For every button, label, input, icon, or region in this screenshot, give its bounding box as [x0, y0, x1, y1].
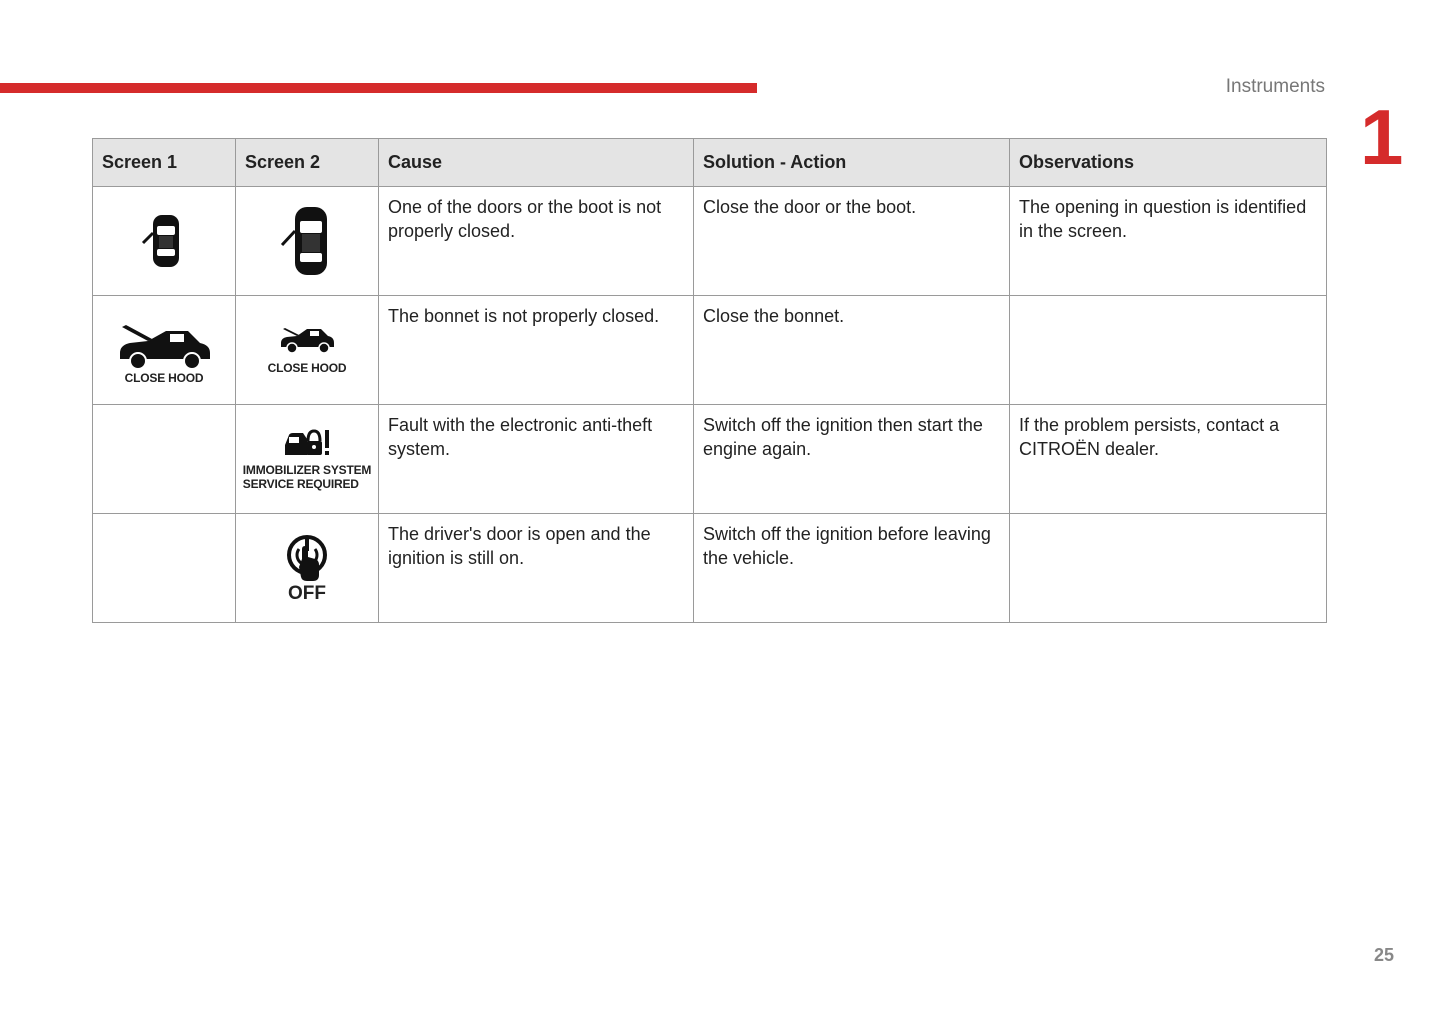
column-header-screen1: Screen 1: [93, 139, 236, 187]
screen2-cell: [236, 296, 379, 405]
screen1-caption: CLOSE HOOD: [124, 371, 204, 385]
column-header-observations: Observations: [1010, 139, 1327, 187]
bonnet-open-car-icon: [279, 325, 335, 355]
door-open-car-top-icon: [279, 203, 335, 279]
door-open-car-top-icon: [141, 211, 187, 271]
screen2-cell: [236, 514, 379, 623]
cause-cell: The driver's door is open and the ignition is still on.: [379, 514, 694, 623]
table-row: [93, 296, 1327, 405]
ignition-off-button-icon: [285, 533, 329, 585]
screen2-caption-line1: IMMOBILIZER SYSTEM: [242, 463, 372, 477]
column-header-solution: Solution - Action: [694, 139, 1010, 187]
screen2-cell: [236, 405, 379, 514]
header-accent-bar: [0, 83, 757, 93]
screen1-cell: [93, 405, 236, 514]
observations-cell: [1010, 514, 1327, 623]
screen2-cell: [236, 187, 379, 296]
column-header-screen2: Screen 2: [236, 139, 379, 187]
warning-messages-table: [92, 138, 1327, 623]
cause-cell: Fault with the electronic anti-theft system.: [379, 405, 694, 514]
table-header-row: [93, 139, 1327, 187]
immobilizer-warning-icon: [283, 427, 331, 459]
chapter-number: 1: [1360, 93, 1404, 181]
bonnet-open-car-icon: [116, 323, 212, 371]
cause-cell: One of the doors or the boot is not properly closed.: [379, 187, 694, 296]
solution-cell: Close the door or the boot.: [694, 187, 1010, 296]
page-number: 25: [1374, 945, 1395, 965]
cause-cell: The bonnet is not properly closed.: [379, 296, 694, 405]
screen1-cell: [93, 514, 236, 623]
solution-cell: Switch off the ignition before leaving the vehicle.: [694, 514, 1010, 623]
observations-cell: The opening in question is identified in the screen.: [1010, 187, 1327, 296]
observations-cell: If the problem persists, contact a CITROËN dealer.: [1010, 405, 1327, 514]
section-title: Instruments: [1225, 76, 1325, 97]
solution-cell: Close the bonnet.: [694, 296, 1010, 405]
screen2-caption: OFF: [288, 583, 326, 604]
observations-cell: [1010, 296, 1327, 405]
table-row: [93, 514, 1327, 623]
screen2-caption: CLOSE HOOD: [267, 361, 347, 375]
table-row: [93, 187, 1327, 296]
solution-cell: Switch off the ignition then start the engine again.: [694, 405, 1010, 514]
table-row: [93, 405, 1327, 514]
screen1-cell: [93, 187, 236, 296]
screen2-caption-line2: SERVICE REQUIRED: [242, 477, 359, 491]
column-header-cause: Cause: [379, 139, 694, 187]
screen1-cell: [93, 296, 236, 405]
